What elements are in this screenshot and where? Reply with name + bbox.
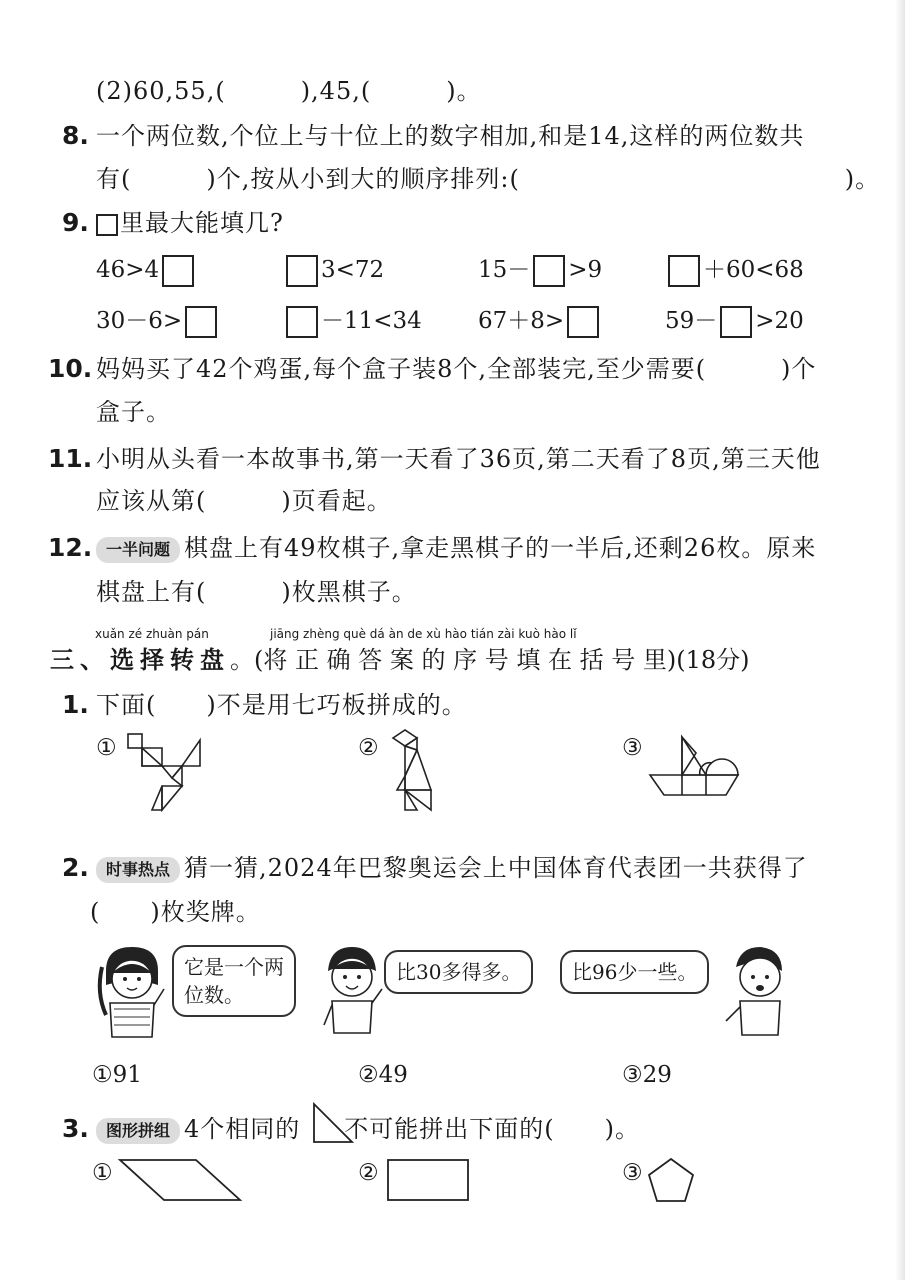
pentagon-icon [646, 1156, 696, 1206]
topic-tag: 一半问题 [96, 537, 180, 563]
parallelogram-icon [118, 1158, 244, 1204]
option-3-label[interactable]: ③ [622, 1160, 643, 1186]
answer-box[interactable] [286, 255, 318, 287]
option-1[interactable]: ①91 [92, 1062, 142, 1088]
answer-box[interactable] [162, 255, 194, 287]
answer-box-icon [96, 214, 118, 236]
q9-item: ＋60<68 [665, 255, 804, 287]
tangram-bird-standing-icon [385, 728, 445, 820]
q9-item: 67＋8> [478, 306, 602, 338]
answer-box[interactable] [533, 255, 565, 287]
q7-part2: (2)60,55,( ),45,( )。 [96, 77, 482, 105]
q12-number: 12. [48, 533, 93, 562]
option-1-label[interactable]: ① [96, 735, 117, 761]
answer-box[interactable] [185, 306, 217, 338]
q12-line1 [96, 533, 816, 563]
option-2[interactable]: ②49 [358, 1062, 408, 1088]
q10-line2: 盒子。 [96, 398, 171, 426]
q9-item: －11<34 [283, 306, 422, 338]
answer-box[interactable] [567, 306, 599, 338]
answer-box[interactable] [286, 306, 318, 338]
section-3-title: 选择转盘 [110, 646, 230, 674]
q9-item: 59－ >20 [665, 306, 804, 338]
pinyin-title: xuǎn zé zhuàn pán [95, 627, 209, 641]
answer-box[interactable] [668, 255, 700, 287]
s3q2-line1-text: 猜一猜,2024年巴黎奥运会上中国体育代表团一共获得了 [184, 854, 808, 882]
speech-bubble-girl: 它是一个两 位数。 [172, 945, 296, 1017]
pinyin-instruction: jiāng zhèng què dá àn de xù hào tián zài kuò hào lǐ [270, 627, 577, 641]
q8-line1: 一个两位数,个位上与十位上的数字相加,和是14,这样的两位数共 [96, 122, 805, 150]
q9-item: 15－ >9 [478, 255, 602, 287]
q9-title-text: 里最大能填几? [120, 209, 284, 237]
s3q3-after-text: 不可能拼出下面的( )。 [344, 1115, 641, 1143]
boy-illustration-2-icon [718, 945, 798, 1040]
option-2-label[interactable]: ② [358, 735, 379, 761]
right-triangle-icon [312, 1102, 354, 1144]
section-3-heading: 三、选择转盘。(将 正 确 答 案 的 序 号 填 在 括 号 里)(18分) [50, 646, 750, 674]
answer-box[interactable] [720, 306, 752, 338]
girl-illustration-icon [92, 945, 172, 1040]
q9-item: 30－6> [96, 306, 220, 338]
q9-number: 9. [62, 208, 89, 237]
q11-number: 11. [48, 444, 93, 473]
section-3-instruction: 。(将 正 确 答 案 的 序 号 填 在 括 号 里)(18分) [230, 646, 750, 674]
s3q3-number: 3. [62, 1114, 89, 1143]
tangram-boat-icon [646, 733, 746, 797]
q11-line1: 小明从头看一本故事书,第一天看了36页,第二天看了8页,第三天他 [96, 445, 821, 473]
s3q2-line2: ( )枚奖牌。 [90, 898, 261, 926]
speech-bubble-boy-1: 比30多得多。 [384, 950, 533, 994]
s3q2-line1 [96, 853, 808, 883]
q8-line2: 有( )个,按从小到大的顺序排列:( )。 [96, 165, 881, 193]
q10-line1: 妈妈买了42个鸡蛋,每个盒子装8个,全部装完,至少需要( )个 [96, 355, 817, 383]
topic-tag: 图形拼组 [96, 1118, 180, 1144]
s3q1-text: 下面( )不是用七巧板拼成的。 [96, 691, 467, 719]
page-edge-shadow [895, 0, 905, 1280]
rectangle-icon [386, 1158, 472, 1204]
q12-line1-text: 棋盘上有49枚棋子,拿走黑棋子的一半后,还剩26枚。原来 [184, 534, 817, 562]
q8-number: 8. [62, 121, 89, 150]
q9-item: 46>4 [96, 255, 197, 287]
s3q3-line [96, 1114, 640, 1144]
topic-tag: 时事热点 [96, 857, 180, 883]
q12-line2: 棋盘上有( )枚黑棋子。 [96, 578, 417, 606]
option-3[interactable]: ③29 [622, 1062, 672, 1088]
speech-bubble-boy-2: 比96少一些。 [560, 950, 709, 994]
boy-illustration-1-icon [312, 945, 392, 1040]
s3q2-number: 2. [62, 853, 89, 882]
s3q3-before-text: 4个相同的 [184, 1115, 301, 1143]
q10-number: 10. [48, 354, 93, 383]
option-2-label[interactable]: ② [358, 1160, 379, 1186]
q9-title [96, 208, 284, 238]
option-3-label[interactable]: ③ [622, 735, 643, 761]
q11-line2: 应该从第( )页看起。 [96, 487, 392, 515]
q9-item: 3<72 [283, 255, 384, 287]
tangram-bird-icon [122, 730, 212, 812]
s3q1-number: 1. [62, 690, 89, 719]
option-1-label[interactable]: ① [92, 1160, 113, 1186]
